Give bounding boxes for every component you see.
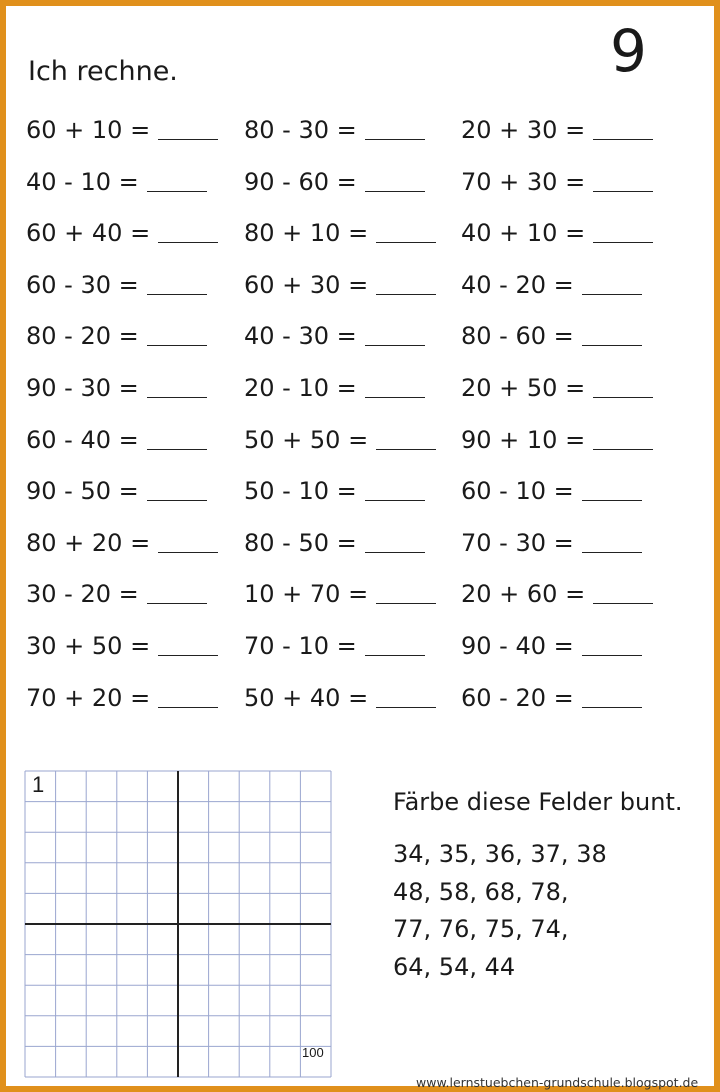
- field-numbers-line: 64, 54, 44: [393, 952, 516, 981]
- arithmetic-problem: [461, 118, 653, 142]
- arithmetic-problem: [244, 634, 425, 658]
- field-numbers-line: 48, 58, 68, 78,: [393, 877, 569, 906]
- problem-expression: 50 + 40 =: [244, 683, 369, 712]
- arithmetic-problem: [461, 528, 642, 557]
- arithmetic-problem: [26, 219, 218, 248]
- field-numbers-line: 77, 76, 75, 74,: [393, 915, 569, 943]
- answer-blank[interactable]: [582, 551, 642, 553]
- problem-expression: 90 - 40 =: [461, 632, 574, 660]
- arithmetic-problem: [244, 580, 436, 609]
- answer-blank[interactable]: [365, 499, 425, 501]
- arithmetic-problem: [461, 270, 642, 299]
- problem-expression: 70 - 30 =: [461, 528, 574, 557]
- arithmetic-problem: [244, 683, 436, 712]
- problem-expression: 90 - 50 =: [26, 477, 139, 506]
- arithmetic-problem: [461, 376, 653, 400]
- answer-blank[interactable]: [593, 190, 653, 192]
- arithmetic-problem: [26, 477, 207, 506]
- problem-expression: 90 + 10 =: [461, 425, 586, 454]
- problem-expression: 30 + 50 =: [26, 632, 151, 660]
- arithmetic-problem: [244, 376, 425, 400]
- problem-expression: 80 + 20 =: [26, 528, 151, 557]
- answer-blank[interactable]: [376, 602, 436, 604]
- arithmetic-problem: [461, 167, 653, 196]
- arithmetic-problem: [461, 425, 653, 454]
- arithmetic-problem: [461, 322, 642, 351]
- arithmetic-problem: [244, 270, 436, 299]
- answer-blank[interactable]: [147, 190, 207, 192]
- answer-blank[interactable]: [593, 241, 653, 243]
- problem-expression: 20 + 50 =: [461, 374, 586, 402]
- arithmetic-problems: [6, 6, 720, 746]
- arithmetic-problem: [461, 683, 642, 712]
- arithmetic-problem: [26, 580, 207, 609]
- arithmetic-problem: [26, 376, 207, 400]
- coloring-instruction: Färbe diese Felder bunt.: [393, 788, 683, 816]
- arithmetic-problem: [26, 322, 207, 351]
- problem-expression: 60 - 30 =: [26, 270, 139, 299]
- arithmetic-problem: [244, 477, 425, 506]
- answer-blank[interactable]: [158, 706, 218, 708]
- answer-blank[interactable]: [582, 654, 642, 656]
- answer-blank[interactable]: [582, 706, 642, 708]
- answer-blank[interactable]: [593, 448, 653, 450]
- answer-blank[interactable]: [365, 654, 425, 656]
- answer-blank[interactable]: [593, 396, 653, 398]
- answer-blank[interactable]: [158, 654, 218, 656]
- problem-expression: 90 - 30 =: [26, 374, 139, 402]
- answer-blank[interactable]: [365, 138, 425, 140]
- answer-blank[interactable]: [365, 344, 425, 346]
- footer-url: www.lernstuebchen-grundschule.blogspot.de: [416, 1075, 699, 1090]
- problem-expression: 60 + 30 =: [244, 270, 369, 299]
- answer-blank[interactable]: [147, 344, 207, 346]
- problem-expression: 60 - 10 =: [461, 477, 574, 506]
- problem-expression: 10 + 70 =: [244, 580, 369, 609]
- problem-expression: 40 - 20 =: [461, 270, 574, 299]
- arithmetic-problem: [461, 219, 653, 248]
- answer-blank[interactable]: [147, 448, 207, 450]
- problem-expression: 60 + 10 =: [26, 116, 151, 144]
- answer-blank[interactable]: [593, 602, 653, 604]
- problem-expression: 60 + 40 =: [26, 219, 151, 248]
- arithmetic-problem: [26, 634, 218, 658]
- problem-expression: 50 + 50 =: [244, 425, 369, 454]
- answer-blank[interactable]: [147, 602, 207, 604]
- answer-blank[interactable]: [376, 241, 436, 243]
- problem-expression: 70 - 10 =: [244, 632, 357, 660]
- grid-lines: [24, 770, 332, 1078]
- problem-expression: 40 - 10 =: [26, 167, 139, 196]
- answer-blank[interactable]: [593, 138, 653, 140]
- answer-blank[interactable]: [365, 396, 425, 398]
- problem-expression: 80 + 10 =: [244, 219, 369, 248]
- answer-blank[interactable]: [365, 551, 425, 553]
- worksheet-title: Ich rechne.: [28, 56, 178, 87]
- field-number-list: [393, 836, 607, 986]
- arithmetic-problem: [244, 425, 436, 454]
- problem-expression: 80 - 20 =: [26, 322, 139, 351]
- answer-blank[interactable]: [376, 448, 436, 450]
- problem-expression: 50 - 10 =: [244, 477, 357, 506]
- answer-blank[interactable]: [376, 706, 436, 708]
- answer-blank[interactable]: [158, 241, 218, 243]
- problem-expression: 40 + 10 =: [461, 219, 586, 248]
- arithmetic-problem: [461, 477, 642, 506]
- problem-expression: 20 + 60 =: [461, 580, 586, 609]
- field-numbers-line: 34, 35, 36, 37, 38: [393, 840, 607, 868]
- problem-expression: 80 - 30 =: [244, 116, 357, 144]
- problem-expression: 60 - 40 =: [26, 425, 139, 454]
- arithmetic-problem: [26, 118, 218, 142]
- problem-expression: 70 + 30 =: [461, 167, 586, 196]
- problem-expression: 40 - 30 =: [244, 322, 357, 351]
- answer-blank[interactable]: [158, 138, 218, 140]
- problem-expression: 20 - 10 =: [244, 374, 357, 402]
- arithmetic-problem: [26, 167, 207, 196]
- arithmetic-problem: [244, 219, 436, 248]
- problem-expression: 80 - 50 =: [244, 528, 357, 557]
- arithmetic-problem: [244, 528, 425, 557]
- answer-blank[interactable]: [147, 499, 207, 501]
- arithmetic-problem: [26, 683, 218, 712]
- problem-expression: 20 + 30 =: [461, 116, 586, 144]
- arithmetic-problem: [461, 634, 642, 658]
- arithmetic-problem: [26, 270, 207, 299]
- arithmetic-problem: [26, 528, 218, 557]
- answer-blank[interactable]: [158, 551, 218, 553]
- problem-expression: 80 - 60 =: [461, 322, 574, 351]
- arithmetic-problem: [26, 425, 207, 454]
- grid-end-label: 100: [302, 1045, 324, 1060]
- answer-blank[interactable]: [582, 499, 642, 501]
- page-number: 9: [610, 17, 647, 85]
- grid-start-label: 1: [32, 772, 45, 797]
- problem-expression: 90 - 60 =: [244, 167, 357, 196]
- arithmetic-problem: [244, 118, 425, 142]
- answer-blank[interactable]: [582, 344, 642, 346]
- answer-blank[interactable]: [147, 396, 207, 398]
- answer-blank[interactable]: [147, 293, 207, 295]
- answer-blank[interactable]: [582, 293, 642, 295]
- problem-expression: 70 + 20 =: [26, 683, 151, 712]
- arithmetic-problem: [244, 167, 425, 196]
- hundred-grid: [24, 770, 332, 1078]
- problem-expression: 30 - 20 =: [26, 580, 139, 609]
- arithmetic-problem: [244, 322, 425, 351]
- problem-expression: 60 - 20 =: [461, 683, 574, 712]
- arithmetic-problem: [461, 580, 653, 609]
- answer-blank[interactable]: [376, 293, 436, 295]
- answer-blank[interactable]: [365, 190, 425, 192]
